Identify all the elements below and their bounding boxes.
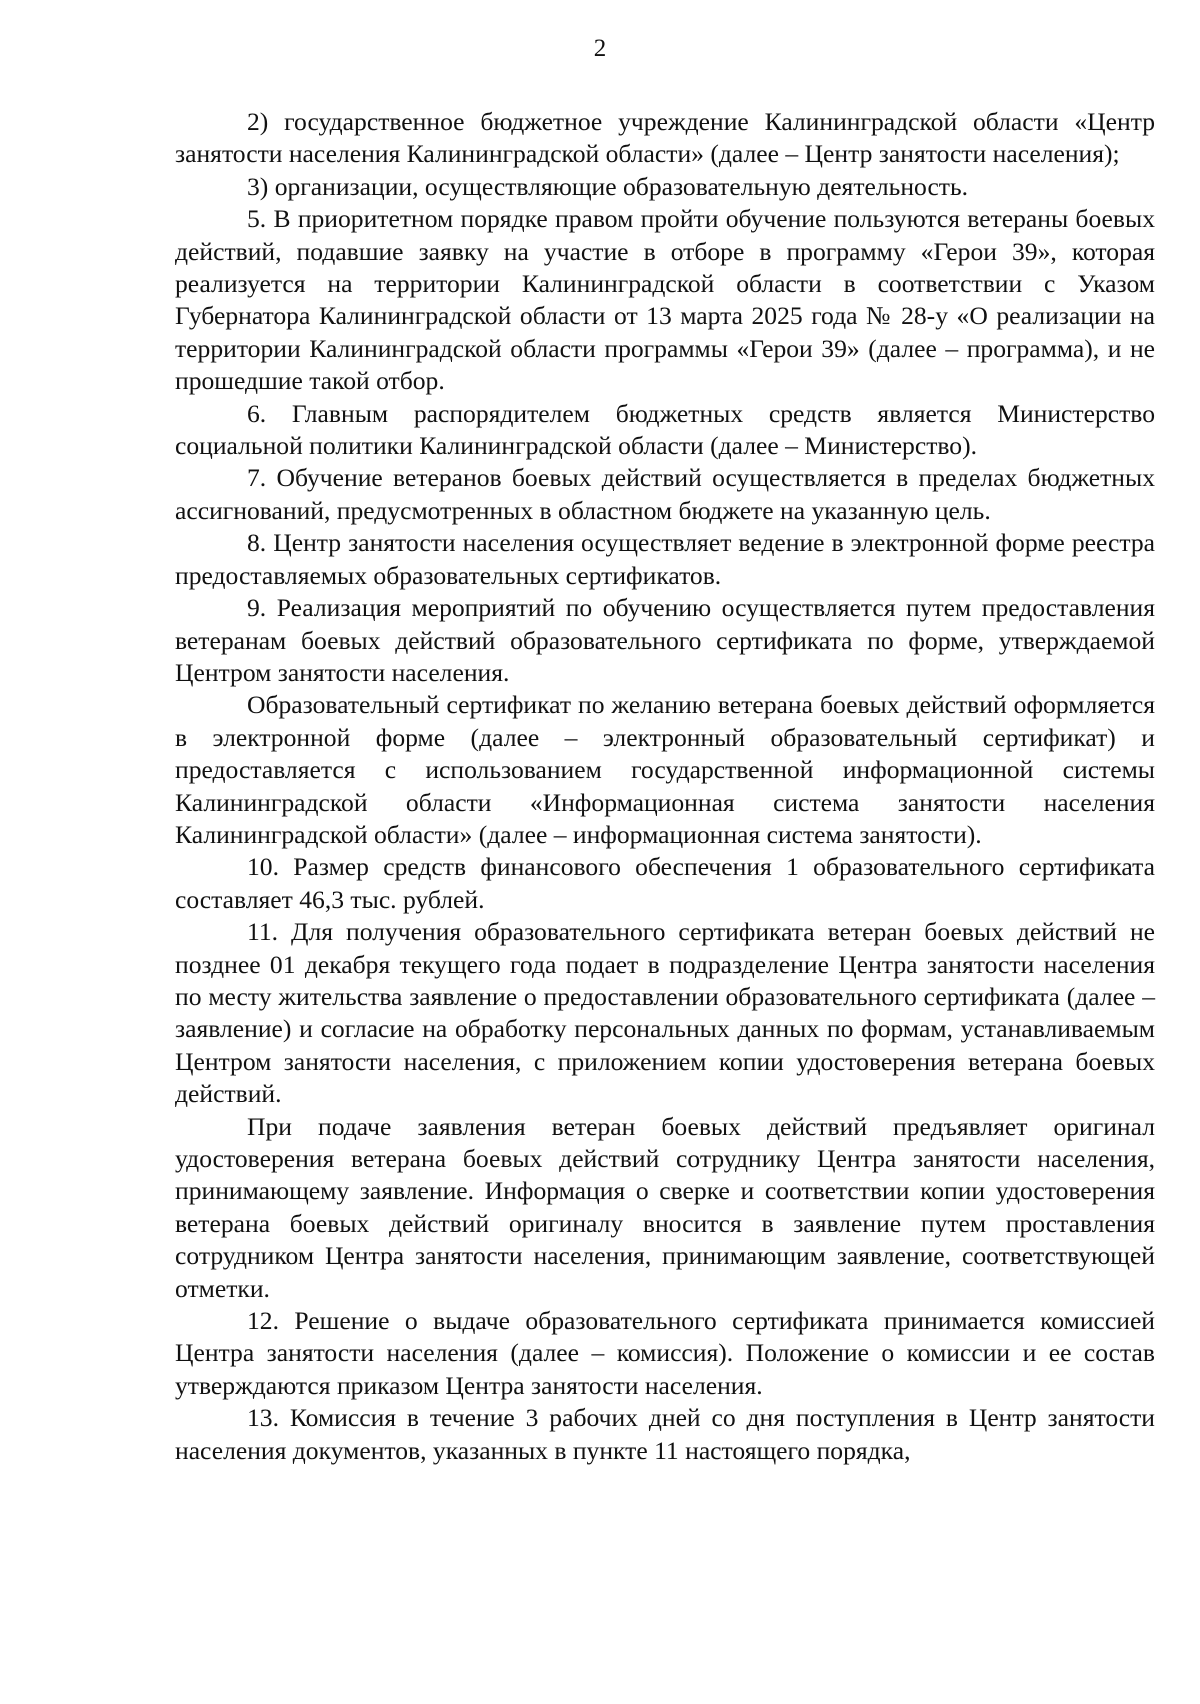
paragraph-item-3: 3) организации, осуществляющие образовательную деятельность. <box>247 171 969 201</box>
paragraph-clause-11-continued: При подаче заявления ветеран боевых действий предъявляет оригинал удостоверения ветерана боевых действий сотруднику Центра занятости населения, принимающему заявление. Информация о сверке и соответствии копии удостоверения ветерана боевых действий оригиналу вносится в заявление путем проставления сотрудником Центра занятости населения, принимающим заявление, соответствующей отметки. <box>175 1111 1155 1303</box>
paragraph-clause-13: 13. Комиссия в течение 3 рабочих дней со дня поступления в Центр занятости населения документов, указанных в пункте 11 настоящего порядка, <box>175 1403 1155 1465</box>
paragraph-clause-9-continued: Образовательный сертификат по желанию ветерана боевых действий оформляется в электронной форме (далее – электронный образовательный сертификат) и предоставляется с использованием государственной информационной системы Калининградской области «Информационная система занятости населения Калининградской области» (далее – информационная система занятости). <box>175 690 1155 849</box>
paragraph-clause-11: 11. Для получения образовательного сертификата ветеран боевых действий не позднее 01 декабря текущего года подает в подразделение Центра занятости населения по месту жительства заявление о предоставлении образовательного сертификата (далее – заявление) и согласие на обработку персональных данных по формам, устанавливаемым Центром занятости населения, с приложением копии удостоверения ветерана боевых действий. <box>175 917 1155 1109</box>
paragraph-clause-6: 6. Главным распорядителем бюджетных средств является Министерство социальной политики Калининградской области (далее – Министерство). <box>175 398 1155 461</box>
paragraph-clause-8: 8. Центр занятости населения осуществляет ведение в электронной форме реестра предоставляемых образовательных сертификатов. <box>175 528 1155 590</box>
document-body <box>175 106 1155 1467</box>
paragraph-clause-10: 10. Размер средств финансового обеспечения 1 образовательного сертификата составляет 46,3 тыс. рублей. <box>175 852 1155 914</box>
paragraph-clause-7: 7. Обучение ветеранов боевых действий осуществляется в пределах бюджетных ассигнований, предусмотренных в областном бюджете на указанную цель. <box>175 463 1155 525</box>
paragraph-item-2: 2) государственное бюджетное учреждение Калининградской области «Центр занятости населения Калининградской области» (далее – Центр занятости населения); <box>175 107 1155 169</box>
paragraph-clause-9: 9. Реализация мероприятий по обучению осуществляется путем предоставления ветеранам боевых действий образовательного сертификата по форме, утверждаемой Центром занятости населения. <box>175 593 1155 687</box>
page-number: 2 <box>593 35 607 62</box>
paragraph-clause-12: 12. Решение о выдаче образовательного сертификата принимается комиссией Центра занятости населения (далее – комиссия). Положение о комиссии и ее состав утверждаются приказом Центра занятости населения. <box>175 1306 1155 1400</box>
paragraph-clause-5: 5. В приоритетном порядке правом пройти обучение пользуются ветераны боевых действий, подавшие заявку на участие в отборе в программу «Герои 39», которая реализуется на территории Калининградской области в соответствии с Указом Губернатора Калининградской области от 13 марта 2025 года № 28-у «О реализации на территории Калининградской области программы «Герои 39» (далее – программа), и не прошедшие такой отбор. <box>175 204 1155 396</box>
